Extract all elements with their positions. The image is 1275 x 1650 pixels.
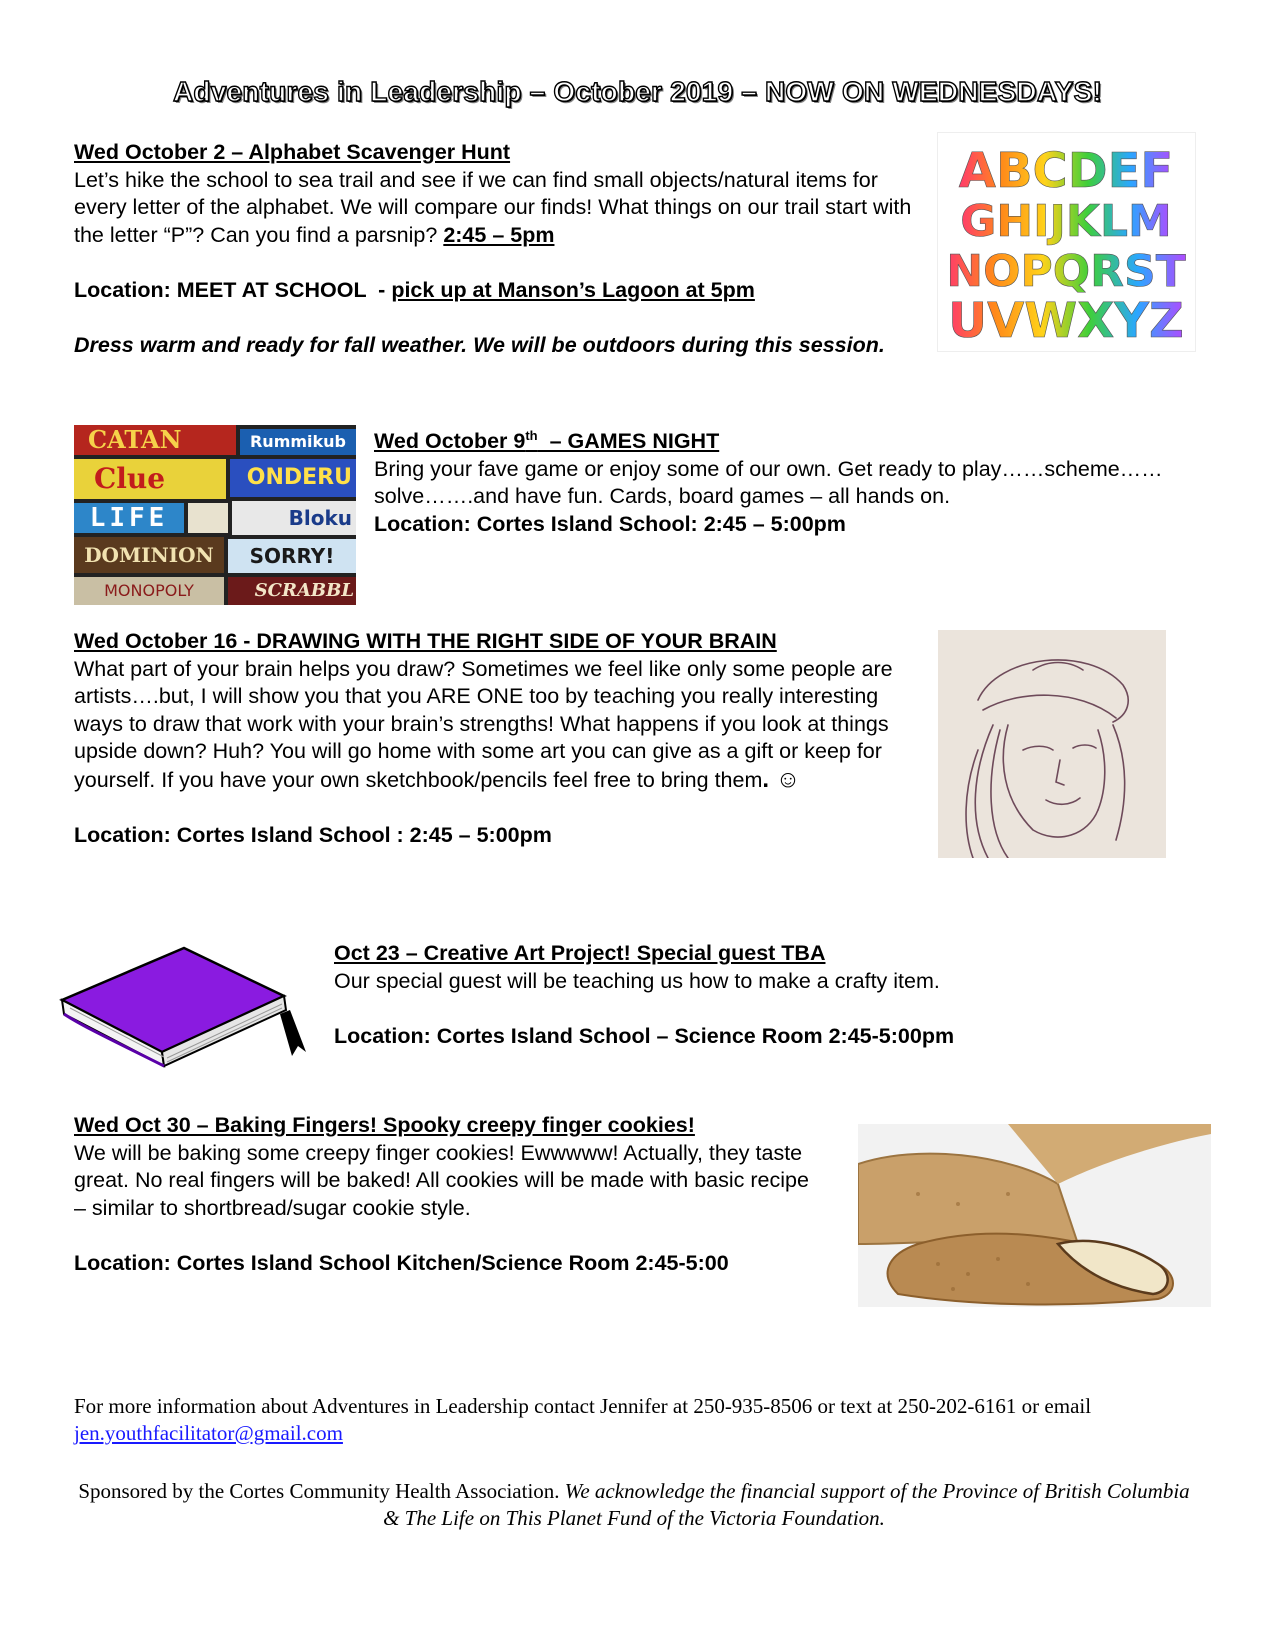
book-graphic (52, 940, 310, 1072)
event-body: We will be baking some creepy finger cookies! Ewwwww! Actually, they taste great. No real fingers will be baked! All cookies will be made with basic recipe – similar to shortbread/sugar cookie style. (74, 1140, 809, 1220)
game-box: SCRABBL (228, 577, 356, 605)
game-box: DOMINION (74, 537, 224, 573)
book-image (52, 940, 310, 1072)
heading-text: Wed October 9 (374, 429, 526, 453)
event-heading: Wed Oct 30 – Baking Fingers! Spooky creepy finger cookies! (74, 1113, 695, 1137)
sponsor-text: Sponsored by the Cortes Community Health Association. (78, 1479, 565, 1503)
event-creative-art (334, 940, 1174, 1050)
acknowledgement-text: We acknowledge the financial support of the Province of British Columbia & The Life on This Planet Fund of the Victoria Foundation. (383, 1479, 1190, 1530)
event-location: Location: Cortes Island School Kitchen/Science Room 2:45-5:00 (74, 1250, 729, 1275)
event-body: Bring your fave game or enjoy some of our own. Get ready to play……scheme……solve…….and have fun. Cards, board games – all hands on. (374, 456, 1163, 508)
event-location (74, 277, 914, 305)
event-body (74, 167, 914, 250)
sponsor-info (74, 1478, 1194, 1532)
pickup-note: pick up at Manson’s Lagoon at 5pm (391, 277, 755, 302)
location-label: Location: MEET AT SCHOOL - (74, 277, 392, 302)
event-location: Location: Cortes Island School: 2:45 – 5:00pm (374, 511, 846, 536)
event-heading (374, 428, 1174, 456)
board-games-image (74, 425, 356, 605)
game-box (188, 503, 228, 533)
event-note: Dress warm and ready for fall weather. We will be outdoors during this session. (74, 332, 885, 357)
game-box: Clue (74, 459, 226, 499)
heading-sup: th (525, 427, 538, 443)
page-title: Adventures in Leadership – October 2019 – NOW ON WEDNESDAYS! (173, 76, 1102, 107)
game-box: ONDERU (230, 459, 356, 497)
alphabet-row: NOPQRST (946, 246, 1186, 297)
event-heading: Wed October 2 – Alphabet Scavenger Hunt (74, 140, 511, 164)
event-body (74, 656, 904, 795)
game-box: CATAN (74, 425, 236, 455)
event-alphabet-hunt (74, 139, 914, 359)
sketch-graphic (938, 630, 1166, 858)
cookie-graphic (858, 1124, 1211, 1307)
event-body: Our special guest will be teaching us how to make a crafty item. (334, 968, 940, 993)
event-body-text: Let’s hike the school to sea trail and see if we can find small objects/natural items for every letter of the alphabet. We will compare our finds! What things on our trail start with the letter “P”? Can you find a parsnip? (74, 167, 912, 247)
alphabet-row: ABCDEF (958, 143, 1174, 199)
event-games-night (374, 428, 1174, 538)
alphabet-row: UVWXYZ (948, 293, 1184, 349)
event-heading: Wed October 16 - DRAWING WITH THE RIGHT SIDE OF YOUR BRAIN (74, 629, 777, 653)
email-link[interactable]: jen.youthfacilitator@gmail.com (74, 1421, 343, 1445)
alphabet-image (937, 132, 1196, 352)
event-drawing (74, 628, 904, 849)
sketch-drawing-image (938, 630, 1166, 858)
event-time: 2:45 – 5pm (443, 222, 555, 247)
game-box: LIFE (74, 503, 184, 533)
event-baking-fingers (74, 1112, 834, 1277)
event-body-text: What part of your brain helps you draw? Sometimes we feel like only some people are artists….but, I will show you that you ARE ONE too by teaching you really interesting ways to draw that work with your brain’s strengths! What happens if you look at things upside down? Huh? You will go home with some art you can give as a gift or keep for yourself. If you have your own sketchbook/pencils feel free to bring them (74, 656, 893, 792)
game-box: Bloku (232, 501, 356, 535)
event-heading: Oct 23 – Creative Art Project! Special guest TBA (334, 941, 826, 965)
event-location: Location: Cortes Island School – Science Room 2:45-5:00pm (334, 1023, 955, 1048)
alphabet-letters-graphic (938, 133, 1195, 351)
contact-text: For more information about Adventures in Leadership contact Jennifer at 250-935-8506 or text at 250-202-6161 or email (74, 1394, 1092, 1418)
event-location: Location: Cortes Island School : 2:45 – 5:00pm (74, 822, 552, 847)
game-box: MONOPOLY (74, 577, 224, 605)
smiley-end: . ☺ (762, 765, 801, 793)
contact-info (74, 1393, 1194, 1447)
game-box: Rummikub (240, 429, 356, 455)
alphabet-row: GHIJKLM (960, 196, 1172, 247)
heading-text: – GAMES NIGHT (537, 429, 720, 453)
finger-cookies-image (858, 1124, 1211, 1307)
game-box: SORRY! (228, 539, 356, 573)
